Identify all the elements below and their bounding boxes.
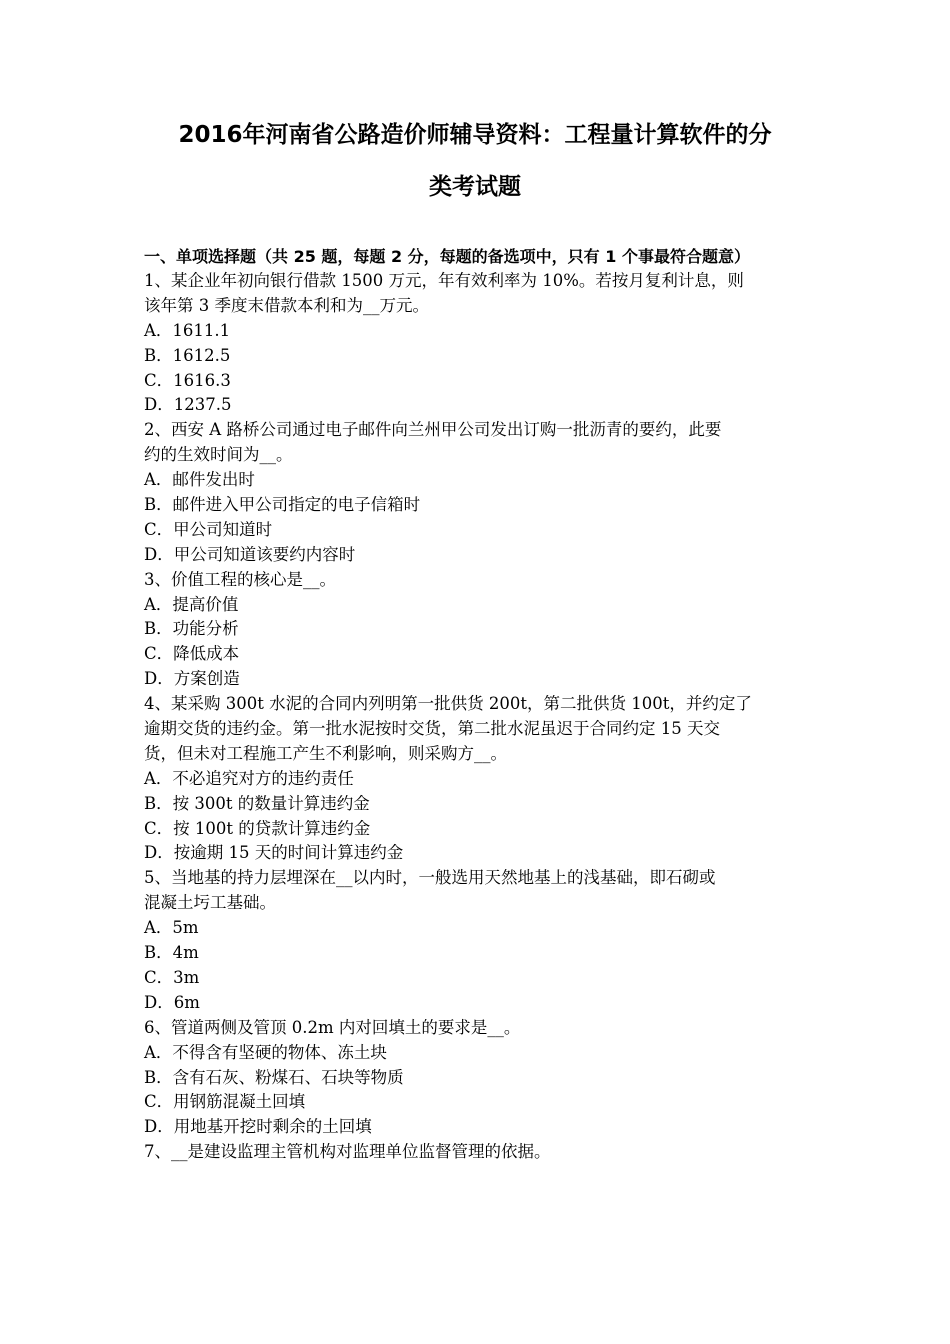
text-line: D．甲公司知道该要约内容时 — [144, 544, 356, 564]
text-line: A．不得含有坚硬的物体、冻土块 — [144, 1042, 387, 1062]
text-line: D．按逾期 15 天的时间计算违约金 — [144, 843, 404, 863]
text-line: D．6m — [144, 992, 200, 1012]
text-line: A．不必追究对方的违约责任 — [144, 768, 354, 788]
text-line: B．功能分析 — [144, 619, 239, 639]
text-line: A．1611.1 — [144, 320, 231, 340]
text-line: C．按 100t 的贷款计算违约金 — [144, 818, 371, 838]
text-line: 货，但未对工程施工产生不利影响，则采购方__。 — [144, 743, 507, 763]
text-line: C．1616.3 — [144, 370, 231, 390]
text-line: B．4m — [144, 943, 199, 963]
text-line: C．甲公司知道时 — [144, 519, 273, 539]
text-line: 7、__是建设监理主管机构对监理单位监督管理的依据。 — [144, 1142, 551, 1162]
text-line: A．邮件发出时 — [144, 470, 255, 490]
text-line: B．含有石灰、粉煤石、石块等物质 — [144, 1067, 404, 1087]
text-line: B．按 300t 的数量计算违约金 — [144, 793, 370, 813]
document-title-line-2: 类考试题 — [429, 174, 521, 200]
text-line: 1、某企业年初向银行借款 1500 万元，年有效利率为 10%。若按月复利计息，则 — [144, 271, 744, 290]
text-line: C．降低成本 — [144, 644, 240, 664]
text-line: C．3m — [144, 967, 200, 987]
question-list — [144, 269, 812, 1165]
text-line: D．用地基开挖时剩余的土回填 — [144, 1117, 372, 1137]
text-line: B．1612.5 — [144, 345, 231, 365]
text-line: 4、某采购 300t 水泥的合同内列明第一批供货 200t，第二批供货 100t，并约定了 — [144, 694, 752, 714]
text-line: 约的生效时间为__。 — [144, 445, 293, 465]
text-line: 逾期交货的违约金。第一批水泥按时交货，第二批水泥虽迟于合同约定 15 天交 — [144, 719, 720, 739]
text-line: 3、价值工程的核心是__。 — [144, 569, 336, 589]
text-line: C．用钢筋混凝土回填 — [144, 1092, 306, 1112]
text-line: 混凝土圬工基础。 — [144, 893, 276, 913]
text-line: 6、管道两侧及管顶 0.2m 内对回填土的要求是__。 — [144, 1017, 521, 1037]
section-heading: 一、单项选择题（共 25 题，每题 2 分，每题的备选项中，只有 1 个事最符合题意） — [144, 247, 750, 266]
text-line: 5、当地基的持力层埋深在__以内时，一般选用天然地基上的浅基础，即石砌或 — [144, 868, 716, 888]
document-title-line-1: 2016年河南省公路造价师辅导资料：工程量计算软件的分 — [178, 122, 772, 148]
text-line: 2、西安 A 路桥公司通过电子邮件向兰州甲公司发出订购一批沥青的要约，此要 — [144, 420, 722, 440]
text-line: D．方案创造 — [144, 669, 240, 689]
text-line: D．1237.5 — [144, 395, 232, 415]
text-line: A．提高价值 — [144, 594, 239, 614]
document-body — [144, 244, 812, 1165]
text-line: A．5m — [144, 918, 199, 938]
text-line: B．邮件进入甲公司指定的电子信箱时 — [144, 495, 421, 515]
text-line: 该年第 3 季度末借款本利和为__万元。 — [144, 295, 429, 315]
